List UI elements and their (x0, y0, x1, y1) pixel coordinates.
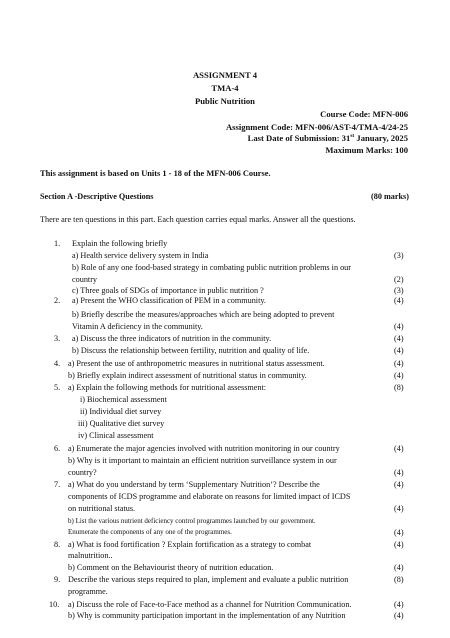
marks-value: (4) (394, 480, 404, 489)
question-line: a) Present the WHO classification of PEM in a community. (72, 296, 266, 305)
marks-value: (4) (394, 444, 404, 453)
question-line: on nutritional status. (68, 504, 136, 513)
marks-value: (3) (394, 251, 404, 260)
question-line: b) Why is it important to maintain an efficient nutrition surveillance system in our (68, 456, 337, 465)
question-line: country (72, 275, 98, 284)
intro-text: This assignment is based on Units 1 - 18 of the MFN-006 Course. (40, 169, 271, 178)
marks-value: (4) (394, 322, 404, 331)
submission-date-suffix-sup: st (350, 133, 355, 140)
question-line: a) Enumerate the major agencies involved with nutrition monitoring in our country (68, 444, 340, 453)
question-line: a) Explain the following methods for nutritional assessment: (68, 383, 267, 392)
marks-value: (4) (394, 600, 404, 609)
question-line: malnutrition.. (68, 551, 113, 560)
marks-value: (4) (394, 504, 404, 513)
question-line: a) Health service delivery system in India (72, 251, 209, 260)
marks-value: (4) (394, 611, 404, 620)
marks-value: (8) (394, 575, 404, 584)
marks-value: (4) (394, 540, 404, 549)
marks-value: (4) (394, 528, 404, 537)
submission-date (248, 134, 408, 143)
section-instructions: There are ten questions in this part. Each question carries equal marks. Answer all the questions. (40, 215, 356, 224)
question-number: 10. (49, 600, 60, 609)
question-line: b) Role of any one food-based strategy in combating public nutrition problems in our (72, 263, 351, 272)
assignment-title: ASSIGNMENT 4 (192, 70, 258, 80)
question-line: Describe the various steps required to plan, implement and evaluate a public nutrition (68, 575, 349, 584)
question-line: a) Discuss the three indicators of nutrition in the community. (72, 334, 272, 343)
marks-value: (4) (394, 563, 404, 572)
marks-value: (2) (394, 275, 404, 284)
question-number: 4. (54, 359, 61, 368)
question-number: 3. (54, 334, 61, 343)
question-line: b) List the various nutrient deficiency control programmes launched by our government. (68, 517, 316, 525)
assignment-code: Assignment Code: MFN-006/AST-4/TMA-4/24-25 (225, 122, 408, 132)
question-number: 8. (54, 540, 61, 549)
marks-value: (4) (394, 296, 404, 305)
tma-number: TMA-4 (211, 83, 239, 93)
question-line: a) What do you understand by term ‘Supplementary Nutrition’? Describe the (68, 480, 320, 489)
submission-date-prefix: Last Date of Submission: 31 (247, 133, 351, 143)
marks-value: (4) (394, 371, 404, 380)
question-line: programme. (68, 587, 108, 596)
marks-value: (3) (394, 286, 404, 295)
question-line: Explain the following briefly (72, 239, 168, 248)
maximum-marks: Maximum Marks: 100 (325, 145, 408, 155)
question-line: b) Briefly describe the measures/approaches which are being adopted to prevent (72, 310, 335, 319)
question-line: Vitamin A deficiency in the community. (72, 322, 203, 331)
question-line: b) Briefly explain indirect assessment of nutritional status in community. (68, 371, 307, 380)
question-line: a) What is food fortification ? Explain fortification as a strategy to combat (68, 540, 312, 549)
question-number: 2. (54, 296, 61, 305)
question-line: b) Comment on the Behaviourist theory of nutrition education. (68, 563, 274, 572)
question-number: 5. (54, 383, 61, 392)
course-code: Course Code: MFN-006 (320, 109, 408, 119)
question-number: 7. (54, 480, 61, 489)
question-line: b) Discuss the relationship between fertility, nutrition and quality of life. (72, 346, 310, 355)
question-number: 6. (54, 444, 61, 453)
question-line: Enumerate the components of any one of the programmes. (68, 528, 232, 536)
marks-value: (4) (394, 359, 404, 368)
marks-value: (8) (394, 383, 404, 392)
marks-value: (4) (394, 346, 404, 355)
question-line: c) Three goals of SDGs of importance in public nutrition ? (72, 286, 264, 295)
question-line: components of ICDS programme and elaborate on reasons for limited impact of ICDS (68, 492, 351, 501)
submission-date-suffix: January, 2025 (354, 133, 408, 143)
question-line: iv) Clinical assessment (78, 431, 154, 440)
section-marks: (80 marks) (371, 192, 409, 201)
marks-value: (4) (394, 334, 404, 343)
section-title: Section A -Descriptive Questions (40, 192, 154, 201)
question-line: a) Discuss the role of Face-to-Face method as a channel for Nutrition Communication. (68, 600, 352, 609)
question-number: 9. (54, 575, 61, 584)
marks-value: (4) (394, 468, 404, 477)
question-line: i) Biochemical assessment (80, 395, 167, 404)
question-line: country? (68, 468, 97, 477)
question-number: 1. (54, 239, 61, 248)
question-line: iii) Qualitative diet survey (78, 419, 165, 428)
question-line: ii) Individual diet survey (80, 407, 162, 416)
subject-title: Public Nutrition (195, 96, 255, 106)
question-line: b) Why is community participation important in the implementation of any Nutrition (68, 611, 346, 620)
question-line: a) Present the use of anthropometric measures in nutritional status assessment. (68, 359, 325, 368)
